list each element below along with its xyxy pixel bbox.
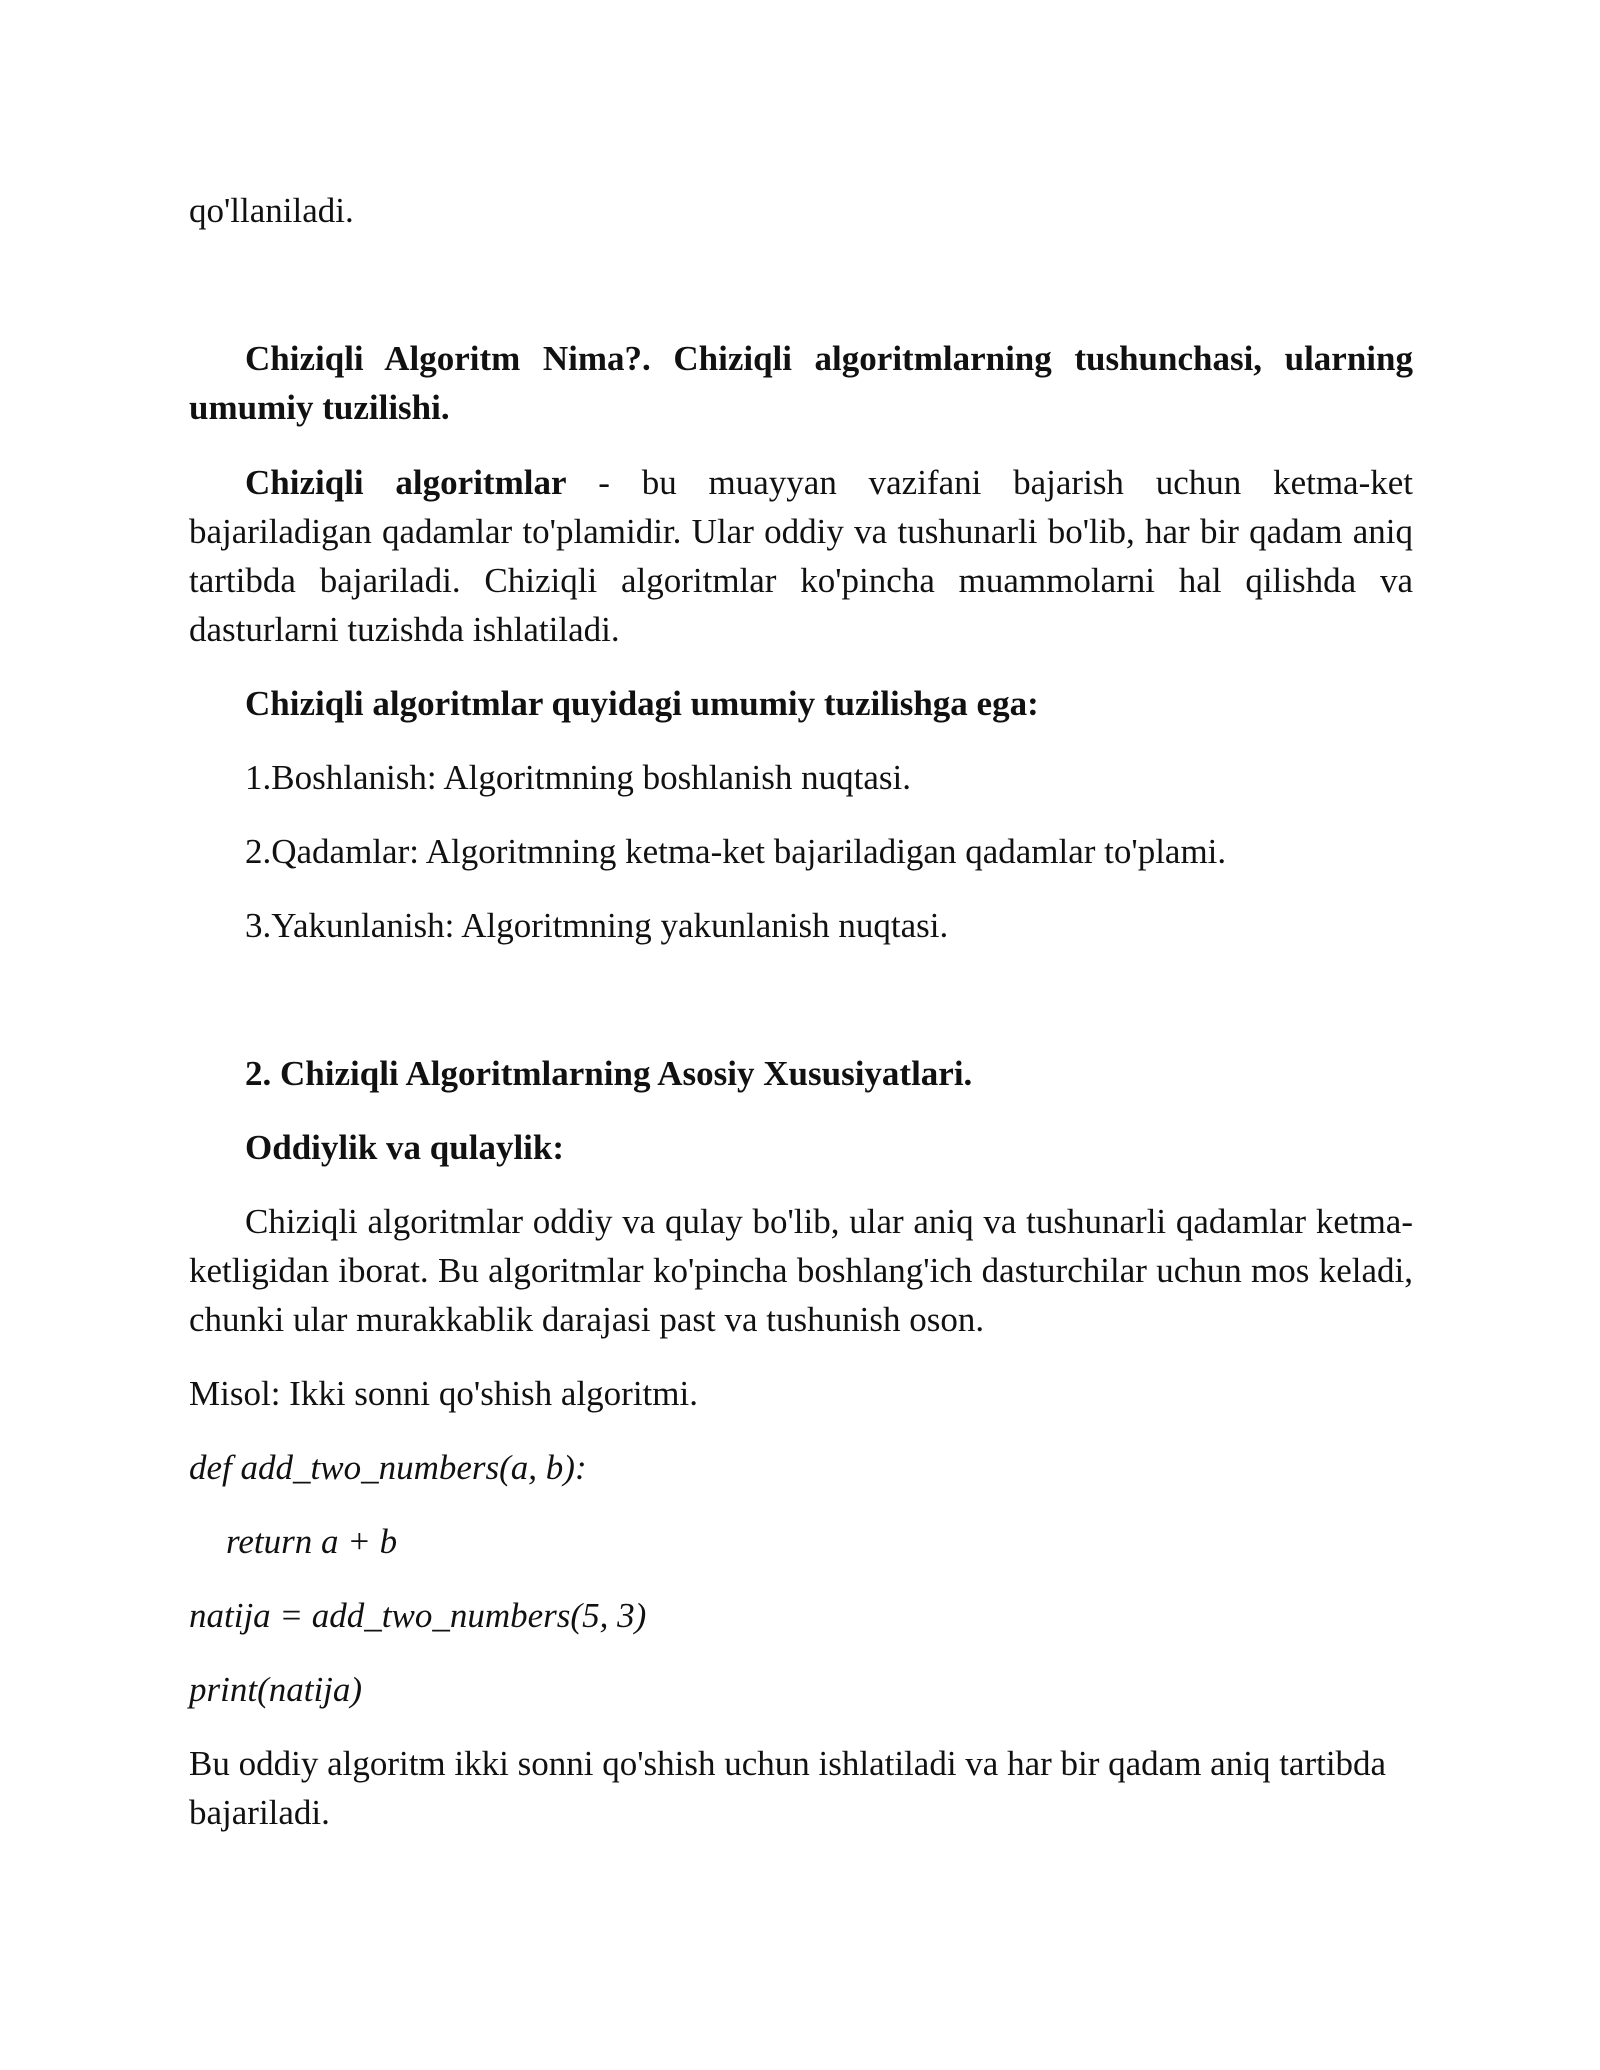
definition-paragraph	[189, 458, 1413, 654]
definition-term: Chiziqli algoritmlar	[245, 463, 567, 502]
definition-text: - bu muayyan vazifani bajarish uchun ketma-ket bajariladigan qadamlar to'plamidir. Ular oddiy va tushunarli bo'lib, har bir qadam aniq tartibda bajariladi. Chiziqli algoritmlar ko'pincha muammolarni hal qilishda va dasturlarni tuzishda ishlatiladi.	[189, 463, 1413, 649]
code-line-assign: natija = add_two_numbers(5, 3)	[189, 1596, 647, 1635]
list-item-end: 3.Yakunlanish: Algoritmning yakunlanish nuqtasi.	[245, 906, 949, 945]
simplicity-paragraph: Chiziqli algoritmlar oddiy va qulay bo'lib, ular aniq va tushunarli qadamlar ketma-ketligidan iborat. Bu algoritmlar ko'pincha boshlang'ich dasturchilar uchun mos keladi, chunki ular murakkablik darajasi past va tushunish oson.	[189, 1202, 1413, 1339]
section-2-heading: 2. Chiziqli Algoritmlarning Asosiy Xususiyatlari.	[245, 1054, 973, 1093]
list-item-start: 1.Boshlanish: Algoritmning boshlanish nuqtasi.	[245, 758, 911, 797]
code-line-return: return a + b	[226, 1522, 398, 1561]
conclusion-paragraph: Bu oddiy algoritm ikki sonni qo'shish uchun ishlatiladi va har bir qadam aniq tartibda bajariladi.	[189, 1744, 1387, 1832]
example-label: Misol: Ikki sonni qo'shish algoritmi.	[189, 1374, 698, 1413]
document-page	[189, 0, 1413, 2070]
section-1-heading: Chiziqli Algoritm Nima?. Chiziqli algoritmlarning tushunchasi, ularning umumiy tuzilishi.	[189, 339, 1413, 427]
code-line-print: print(natija)	[189, 1670, 363, 1709]
structure-heading: Chiziqli algoritmlar quyidagi umumiy tuzilishga ega:	[245, 684, 1039, 723]
list-item-steps: 2.Qadamlar: Algoritmning ketma-ket bajariladigan qadamlar to'plami.	[245, 832, 1227, 871]
continuation-text: qo'llaniladi.	[189, 191, 354, 230]
section-2-subheading: Oddiylik va qulaylik:	[245, 1128, 565, 1167]
code-line-def: def add_two_numbers(a, b):	[189, 1448, 587, 1487]
